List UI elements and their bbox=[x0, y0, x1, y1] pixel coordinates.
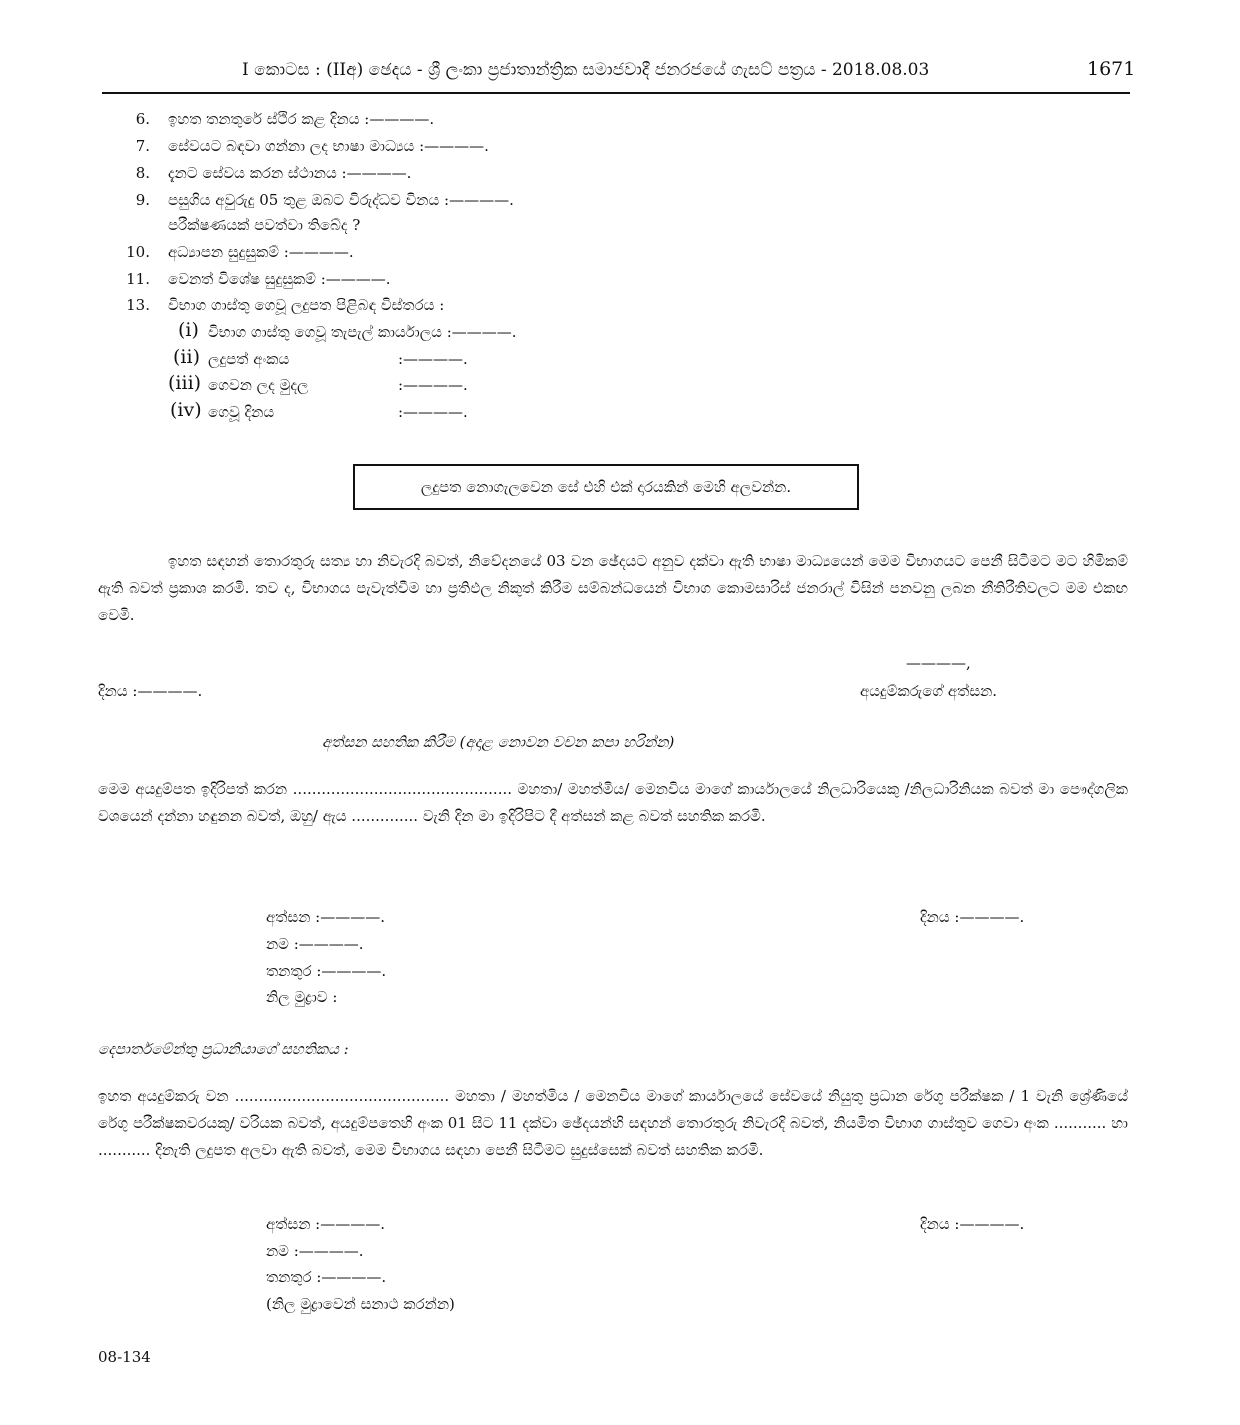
sub-item-label: ගෙවන ලද මුදල bbox=[208, 376, 309, 394]
attestation-heading: අත්සන සහතික කිරීම (අදාළ නොවන වචන කපා හරින්න) bbox=[322, 733, 675, 751]
attest-date-field: දිනය :————. bbox=[920, 908, 1025, 926]
sub-item-number: (i) bbox=[178, 319, 199, 341]
head-signature-field: අත්සන :————. bbox=[266, 1215, 385, 1233]
attest-designation-field: තනතුර :————. bbox=[266, 962, 387, 980]
item-number: 6. bbox=[135, 110, 150, 128]
item-text-continued: පරීක්ෂණයක් පවත්වා තිබේද ? bbox=[168, 216, 361, 234]
item-text: සේවයට බඳවා ගන්නා ලද භාෂා මාධ්‍යය :————. bbox=[168, 137, 489, 155]
item-number: 10. bbox=[126, 243, 150, 261]
attest-name-field: නම :————. bbox=[266, 935, 364, 953]
sub-item-number: (iii) bbox=[168, 372, 202, 394]
item-text: ඉහත තනතුරේ ස්ථිර කළ දිනය :————. bbox=[168, 110, 435, 128]
attest-signature-field: අත්සන :————. bbox=[266, 908, 385, 926]
attestation-paragraph: මෙම අයදුම්පත ඉදිරිපත් කරන .............................................. මහතා/ මහත්මිය/ මෙනවිය මාගේ කාර්යාලයේ නිලධාරියෙකු /නිලධාරිනියක බවත් මා පෞද්ගලික වශයෙන් දන්නා හඳුනන බවත්, ඔහු/ ඇය .............. වැනි දින මා ඉදිරිපිට දී අත්සන් කළ බවත් සහතික කරමි. bbox=[98, 780, 1128, 825]
item-text: අධ්‍යාපන සුදුසුකම් :————. bbox=[168, 243, 354, 261]
item-number: 9. bbox=[135, 191, 150, 209]
sub-item-value: :————. bbox=[398, 403, 468, 421]
gazette-header-title: I කොටස : (IIඅ) ඡෙදය - ශ්‍රී ලංකා ප්‍රජාතාන්ත්‍රික සමාජවාදී ජනරජයේ ගැසට් පත්‍රය - 2018.08.03 bbox=[242, 60, 930, 80]
receipt-paste-box bbox=[353, 464, 859, 510]
item-number: 13. bbox=[126, 296, 150, 314]
attest-seal-field: නිල මුද්‍රාව : bbox=[266, 988, 338, 1006]
applicant-date-field: දිනය :————. bbox=[98, 682, 203, 700]
sub-item-label: ලදුපත් අංකය bbox=[208, 350, 290, 368]
sub-item-label: විභාග ගාස්තු ගෙවූ තැපැල් කාර්යාලය :————. bbox=[208, 323, 517, 341]
sub-item-value: :————. bbox=[398, 350, 468, 368]
item-number: 11. bbox=[126, 270, 150, 288]
head-seal-note: (නිල මුද්‍රාවෙන් සනාථ කරන්න) bbox=[266, 1295, 455, 1313]
head-certificate-heading: දෙපාර්තමේන්තු ප්‍රධානියාගේ සහතිකය : bbox=[98, 1040, 349, 1058]
head-date-field: දිනය :————. bbox=[920, 1215, 1025, 1233]
signature-line: ————, bbox=[906, 654, 971, 672]
item-text: දැනට සේවය කරන ස්ථානය :————. bbox=[168, 164, 412, 182]
page-number: 1671 bbox=[1087, 58, 1136, 80]
head-designation-field: තනතුර :————. bbox=[266, 1268, 387, 1286]
footer-code: 08-134 bbox=[98, 1348, 151, 1366]
head-certificate-paragraph: ඉහත අයදුම්කරු වන ............................................. මහතා / මහත්මිය / මෙනවිය මාගේ කාර්යාලයේ සේවයේ නියුතු ප්‍රධාන රේගු පරීක්ෂක / 1 වැනි ශ්‍රේණියේ රේගු පරීක්ෂකවරයකු/ වරියක බවත්, අයදුම්පතෙහි අංක 01 සිට 11 දක්වා ඡේදයන්හි සඳහන් තොරතුරු නිවැරදි බවත්, නියමිත විභාග ගාස්තුව ගෙවා අංක ........... හා ........... දිනැති ලදුපත අලවා ඇති බවත්, මෙම විභාගය සඳහා පෙනී සිටීමට සුදුස්සෙක් බවත් සහතික කරමි. bbox=[98, 1087, 1128, 1159]
sub-item-number: (iv) bbox=[170, 399, 202, 421]
head-name-field: නම :————. bbox=[266, 1242, 364, 1260]
item-text: විභාග ගාස්තු ගෙවූ ලදුපත පිළිබඳ විස්තරය : bbox=[168, 296, 445, 314]
sub-item-number: (ii) bbox=[173, 346, 200, 368]
declaration-paragraph: ඉහත සඳහන් තොරතුරු සත්‍ය හා නිවැරදි බවත්, නිවේදනයේ 03 වන ඡේදයට අනුව දක්වා ඇති භාෂා මාධ්‍යයෙන් මෙම විභාගයට පෙනී සිටීමට මට හිමිකම් ඇති බවත් ප්‍රකාශ කරමි. තව ද, විභාගය පැවැත්වීම හා ප්‍රතිඵල නිකුත් කිරීම සම්බන්ධයෙන් විභාග කොමසාරිස් ජනරාල් විසින් පනවනු ලබන නීතිරීතිවලට මම එකඟ වෙමි. bbox=[98, 552, 1128, 624]
header-rule bbox=[102, 92, 1130, 94]
item-text: පසුගිය අවුරුදු 05 තුළ ඔබට විරුද්ධව විනය :————. bbox=[168, 191, 514, 209]
sub-item-value: :————. bbox=[398, 376, 468, 394]
receipt-box-text: ලදුපත නොගැලවෙන සේ එහි එක් දාරයකින් මෙහි අලවන්න. bbox=[420, 478, 792, 496]
sub-item-label: ගෙවූ දිනය bbox=[208, 403, 275, 421]
item-number: 8. bbox=[135, 164, 150, 182]
item-text: වෙනත් විශේෂ සුදුසුකම් :————. bbox=[168, 270, 391, 288]
applicant-signature-label: අයදුම්කරුගේ අත්සන. bbox=[860, 682, 998, 700]
item-number: 7. bbox=[135, 137, 150, 155]
